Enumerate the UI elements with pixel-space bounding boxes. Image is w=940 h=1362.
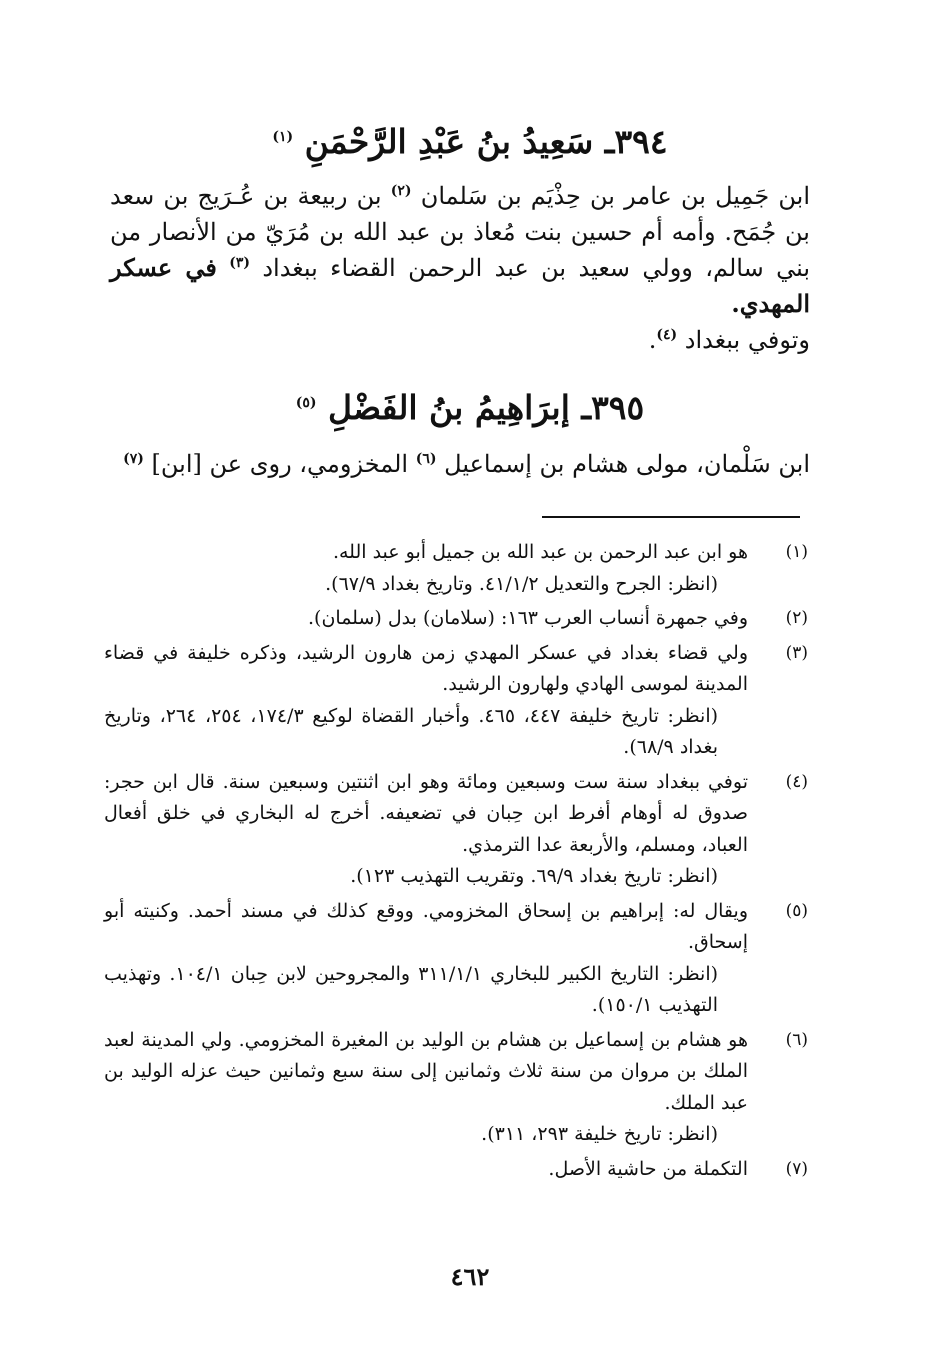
entry-paragraph — [110, 178, 810, 322]
footnote-number: (٧) — [785, 1158, 808, 1179]
footnote-2 — [104, 603, 808, 635]
footnote-source: (انظر: التاريخ الكبير للبخاري ٣١١/١/١ والمجروحين لابن حِبان ١٠٤/١. وتهذيب التهذيب ١٥٠/١). — [104, 962, 719, 1016]
footnote-1 — [104, 537, 808, 600]
entry-heading-395 — [110, 386, 830, 430]
footnote-number: (٦) — [785, 1029, 808, 1050]
footnote-ref: (٢) — [390, 183, 412, 199]
footnote-number: (٥) — [785, 900, 808, 921]
footnote-source: (انظر: تاريخ خليفة ٤٤٧، ٤٦٥. وأخبار القضاة لوكيع ١٧٤/٣، ٢٥٤، ٢٦٤، وتاريخ بغداد ٦٨/٩). — [104, 704, 719, 758]
entry-paragraph — [110, 322, 810, 358]
text-run: وتوفي ببغداد — [684, 326, 810, 354]
footnote-source: (انظر: الجرح والتعديل ٤١/١/٢. وتاريخ بغداد ٦٧/٩). — [325, 572, 718, 595]
footnote-separator — [542, 516, 800, 518]
footnote-5 — [104, 896, 808, 1022]
text-run: ابن سَلْمان، مولى هشام بن إسماعيل — [444, 450, 810, 478]
footnote-ref: (٥) — [295, 395, 317, 411]
text-run: بن ربيعة بن عُـرَيج بن سعد بن جُمَح. وأمه أم حسين بنت مُعاذ بن عبد الله بن مُرَيّ من الأنصار من بني سالم، وولي سعيد بن عبد الرحمن القضاء ببغداد — [110, 182, 810, 282]
entry-heading-394 — [110, 120, 830, 164]
entry-body-395 — [110, 446, 810, 482]
footnote-ref: (١) — [272, 129, 294, 145]
footnote-text: هو هشام بن إسماعيل بن هشام بن الوليد بن المغيرة المخزومي. ولي المدينة لعبد الملك بن مروان من سنة ثلاث وثمانين إلى سنة سبع وثمانين حيث عزله الوليد بن عبد الملك. — [104, 1028, 748, 1114]
text-run: ابن جَمِيل بن عامر بن حِذْيَم بن سَلمان — [420, 182, 810, 210]
footnote-6 — [104, 1025, 808, 1151]
footnote-ref: (٦) — [415, 451, 437, 467]
footnote-text: وفي جمهرة أنساب العرب ١٦٣: (سلامان) بدل (سلمان). — [308, 607, 748, 629]
footnote-number: (٣) — [785, 642, 808, 663]
footnote-text: ولي قضاء بغداد في عسكر المهدي زمن هارون الرشيد، وذكره خليفة في قضاء المدينة لموسى الهادي ولهارون الرشيد. — [104, 641, 748, 695]
footnote-number: (١) — [785, 542, 808, 562]
footnote-text: التكملة من حاشية الأصل. — [548, 1157, 748, 1180]
footnote-3 — [104, 638, 808, 764]
entry-body-394 — [110, 178, 810, 358]
footnote-text: ويقال له: إبراهيم بن إسحاق المخزومي. ووقع كذلك في مسند أحمد. وكنيته أبو إسحاق. — [104, 899, 748, 953]
footnote-number: (٢) — [785, 608, 808, 628]
text-run: . — [648, 326, 657, 354]
entry-title: ٣٩٥ـ إبرَاهِيمُ بنُ الفَضْلِ — [328, 388, 645, 427]
text-run: في عسكر المهدي. — [110, 253, 810, 318]
footnote-7 — [104, 1154, 808, 1186]
footnote-ref: (٤) — [656, 327, 678, 343]
footnote-ref: (٣) — [229, 255, 250, 271]
footnote-source: (انظر: تاريخ بغداد ٦٩/٩. وتقريب التهذيب ١٢٣). — [350, 865, 718, 887]
footnote-ref: (٧) — [123, 451, 144, 467]
entry-paragraph — [110, 446, 810, 482]
footnotes — [104, 537, 808, 1185]
footnote-text: توفي ببغداد سنة ست وسبعين ومائة وهو ابن اثنتين وسبعين سنة. قال ابن حجر: صدوق له أوهام أفرط ابن حِبان في تضعيفه. أخرج له البخاري في خلق أفعال العباد، ومسلم، والأربعة عدا الترمذي. — [104, 770, 748, 856]
entry-title: ٣٩٤ـ سَعِيدُ بنُ عَبْدِ الرَّحْمَنِ — [304, 122, 668, 161]
footnote-4 — [104, 767, 808, 893]
footnote-text: هو ابن عبد الرحمن بن عبد الله بن جميل أبو عبد الله. — [332, 541, 748, 563]
footnote-source: (انظر: تاريخ خليفة ٢٩٣، ٣١١). — [481, 1123, 718, 1145]
page-number: ٤٦٢ — [450, 1262, 490, 1291]
text-run: المخزومي، روى عن [ابن] — [151, 450, 409, 478]
footnote-number: (٤) — [785, 771, 808, 792]
